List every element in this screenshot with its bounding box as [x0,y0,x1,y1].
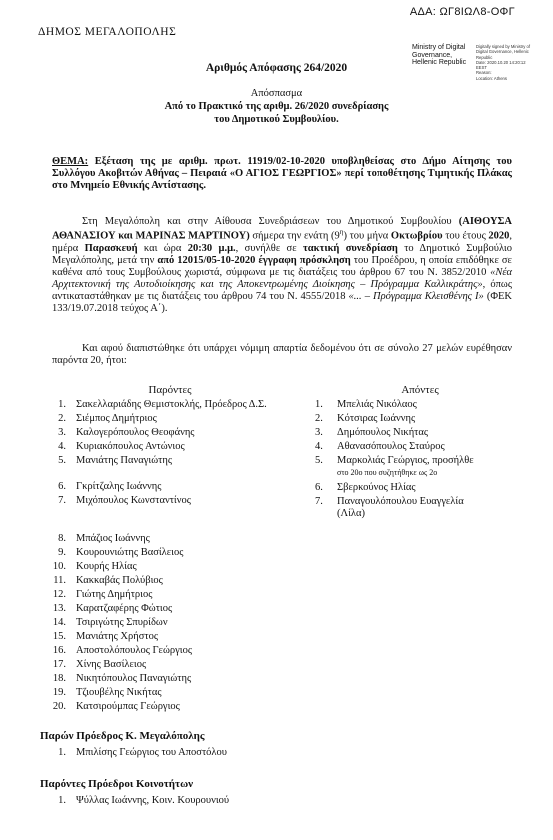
item-name: Κουρής Ηλίας [76,561,137,572]
list-item [40,747,227,761]
item-name: Κακκαβάς Πολύβιος [76,575,163,586]
president-heading: Παρών Πρόεδρος Κ. Μεγαλόπολης [40,730,205,742]
item-name-cont: (Λίλα) [337,508,366,520]
item-number: 19. [52,687,66,698]
signature-detail: EEST [476,65,487,70]
item-name: Κατσιρούμπας Γεώργιος [76,701,180,712]
meeting-type: τακτική συνεδρίαση [302,242,398,254]
item-number: 5. [58,455,66,466]
item-name: Νικητόπουλος Παναγιώτης [76,673,192,684]
item-number: 1. [58,399,66,410]
list-item [40,441,300,455]
item-number: 13. [52,603,66,614]
ordinal-sup: η [339,228,344,237]
item-name: Καλογερόπουλος Θεοφάνης [76,427,195,438]
signature-line: Governance, [412,51,453,59]
list-item [40,533,300,547]
item-note: στο 20ο που συζητήθηκε ως 2ο [337,468,438,478]
text: του Προέδρου, η οποία επιδόθηκε σε καθένα από τους Συμβούλους χωριστά, σύμφωνα με τις διατάξεις του άρθρου 67 του Ν. 3852/2010 [52,254,512,278]
community-heading: Παρόντες Πρόεδροι Κοινοτήτων [40,778,194,790]
absent-header: Απόντες [401,384,439,396]
item-name: Κουρουνιώτης Βασίλειος [76,547,184,558]
list-item [315,399,525,413]
item-name: Μανιάτης Χρήστος [76,631,159,642]
signature-detail: Reason: [476,70,492,76]
list-item [40,481,300,495]
item-number: 12. [52,589,66,600]
text: του έτους [442,230,489,242]
apospasma-label: Απόσπασμα [250,88,303,99]
subject-label: ΘΕΜΑ: [52,156,89,167]
item-number: 3. [315,427,323,438]
text: και ώρα [137,242,188,254]
list-item [40,547,300,561]
item-name: Σιέμπος Δημήτριος [76,413,157,424]
list-item [40,645,300,659]
list-item [315,482,525,496]
subject-text: Εξέταση της με αριθμ. πρωτ. 11919/02-10-2020 υποβληθείσας στο Δήμο Αίτησης του Συλλόγου Ακοβιτών Αθήνας – Πειραιά «Ο ΑΓΙΟΣ ΓΕΩΡΓΙΟΣ» περί τοποθέτησης Τιμητικής Πλάκας στο Μνημείο Εθνικής Αντίστασης. [52,156,513,192]
invitation: από 12015/05-10-2020 έγγραφη πρόσκληση [157,254,351,266]
item-number: 20. [52,701,66,712]
item-number: 15. [52,631,66,642]
list-item [40,687,300,701]
signature-detail: Digitally signed by Ministry of [476,44,530,49]
item-number: 3. [58,427,66,438]
item-name: Κυριακόπουλος Αντώνιος [76,441,185,452]
text: σήμερα την ενάτη (9 [249,230,340,242]
meeting-paragraph [52,216,512,315]
item-name: Καρατζαφέρης Φώτιος [76,603,173,614]
list-item [40,631,300,645]
text: (ΦΕΚ 133/19.07.2018 τεύχος Α΄). [52,290,512,314]
item-name: Χίνης Βασίλειος [76,659,147,670]
item-name: Τσιριγώτης Σπυρίδων [76,617,168,628]
list-item [40,617,300,631]
item-number: 1. [58,795,66,806]
item-name: Παναγουλόπουλου Ευαγγελία [337,496,464,508]
item-name: Σακελλαριάδης Θεμιστοκλής, Πρόεδρος Δ.Σ. [76,399,267,410]
time: 20:30 μ.μ. [187,242,236,254]
item-number: 11. [53,575,66,586]
weekday: Παρασκευή [84,242,138,254]
item-name: Μαρκολιάς Γεώργιος, προσήλθε [337,455,474,466]
list-item [40,603,300,617]
municipality-name: ΔΗΜΟΣ ΜΕΓΑΛΟΠΟΛΗΣ [38,26,177,38]
list-item [40,795,229,809]
list-item [315,496,525,520]
list-item [40,701,300,715]
signature-detail: Republic [476,54,493,60]
absent-column [315,384,525,520]
item-number: 17. [52,659,66,670]
year: 2020 [488,230,510,242]
signature-detail: Location: Athens [476,75,507,81]
list-item [40,575,300,589]
hall-name: (ΑΙΘΟΥΣΑ ΑΘΑΝΑΣΙΟΥ και ΜΑΡΙΝΑΣ ΜΑΡΤΙΝΟΥ) [52,216,512,242]
item-number: 14. [52,617,66,628]
list-item [315,427,525,441]
list-item [40,561,300,575]
law-title: «Νέα Αρχιτεκτονική της Αυτοδιοίκησης και της Αποκεντρωμένης Διοίκησης – Πρόγραμμα Καλλικράτης» [52,266,512,290]
minutes-line-2: του Δημοτικού Συμβουλίου. [214,114,339,125]
text: , συνήλθε σε [235,242,303,254]
present-column [40,384,300,715]
item-name-block [337,496,464,520]
text: , όπως αντικαταστάθηκαν με τις διατάξεις του άρθρου 74 του Ν. 4555/2018 [52,278,512,302]
item-number: 18. [52,673,66,684]
month: Οκτωβρίου [390,230,443,242]
text: ) του μήνα [343,230,391,242]
list-item [40,495,300,509]
item-name-block [337,455,474,479]
item-number: 9. [58,547,66,558]
signature-line: Ministry of Digital [412,44,466,51]
item-name: Τζιουβέλης Νικήτας [76,687,162,698]
item-number: 4. [315,441,323,452]
signature-line: Hellenic Republic [412,59,467,67]
item-number: 6. [315,482,323,494]
item-name: Μπιλίσης Γεώργιος του Αποστόλου [76,747,227,758]
item-number: 8. [58,533,66,544]
text: , ημέρα [52,230,512,254]
item-name: Αποστολόπουλος Γεώργιος [76,645,192,656]
text: Στη Μεγαλόπολη και στην Αίθουσα Συνεδριάσεων του Δημοτικού Συμβουλίου [82,216,459,227]
list-item [315,441,525,455]
quorum-paragraph: Και αφού διαπιστώθηκε ότι υπάρχει νόμιμη απαρτία δεδομένου ότι σε σύνολο 27 μελών ευρέθησαν παρόντα 20, ήτοι: [52,343,512,367]
list-item [40,589,300,603]
item-name: Μπελιάς Νικόλαος [337,399,417,410]
list-item [40,399,300,413]
item-number: 5. [315,455,323,466]
list-item [315,413,525,427]
list-item [40,659,300,673]
item-name: Μανιάτης Παναγιώτης [76,455,172,466]
item-name: Μιχόπουλος Κωνσταντίνος [76,495,191,506]
item-name: Αθανασόπουλος Σταύρος [337,441,445,452]
list-item [315,455,525,479]
ada-code: ΑΔΑ: ΩΓ8ΙΩΛ8-ΟΦΓ [409,6,515,18]
item-number: 16. [52,645,66,656]
minutes-line-1: Από το Πρακτικό της αριθμ. 26/2020 συνεδρίασης [164,101,389,112]
subject-block [52,156,512,192]
signature-detail: Date: 2020.10.20 14:20:12 [476,59,526,65]
list-item [40,427,300,441]
item-name: Ψύλλας Ιωάννης, Κοιν. Κουρουνιού [76,795,230,806]
item-number: 10. [52,561,66,572]
item-name: Σβερκούνος Ηλίας [337,482,416,494]
text: το Δημοτικό Συμβούλιο Μεγαλόπολης, μετά την [52,242,512,266]
item-name: Κότσιρας Ιωάννης [337,413,416,424]
list-item [40,673,300,687]
item-name: Γκρίτζαλης Ιωάννης [76,481,162,492]
item-number: 4. [58,441,66,452]
signature-detail: Digital Governance, Hellenic [476,49,529,55]
item-name: Μπάζιος Ιωάννης [76,533,150,544]
decision-number: Αριθμός Απόφασης 264/2020 [205,62,348,74]
present-header: Παρόντες [148,384,192,396]
item-number: 7. [315,496,323,508]
item-number: 6. [58,481,66,492]
list-item [40,455,300,469]
item-number: 2. [58,413,66,424]
item-name: Γιώτης Δημήτριος [76,589,153,600]
program-title: «... – Πρόγραμμα Κλεισθένης Ι» [348,290,484,302]
item-name: Δημόπουλος Νικήτας [337,427,429,438]
list-item [40,413,300,427]
item-number: 7. [58,495,66,506]
item-number: 2. [315,413,323,424]
item-number: 1. [58,747,66,758]
item-number: 1. [315,399,323,410]
